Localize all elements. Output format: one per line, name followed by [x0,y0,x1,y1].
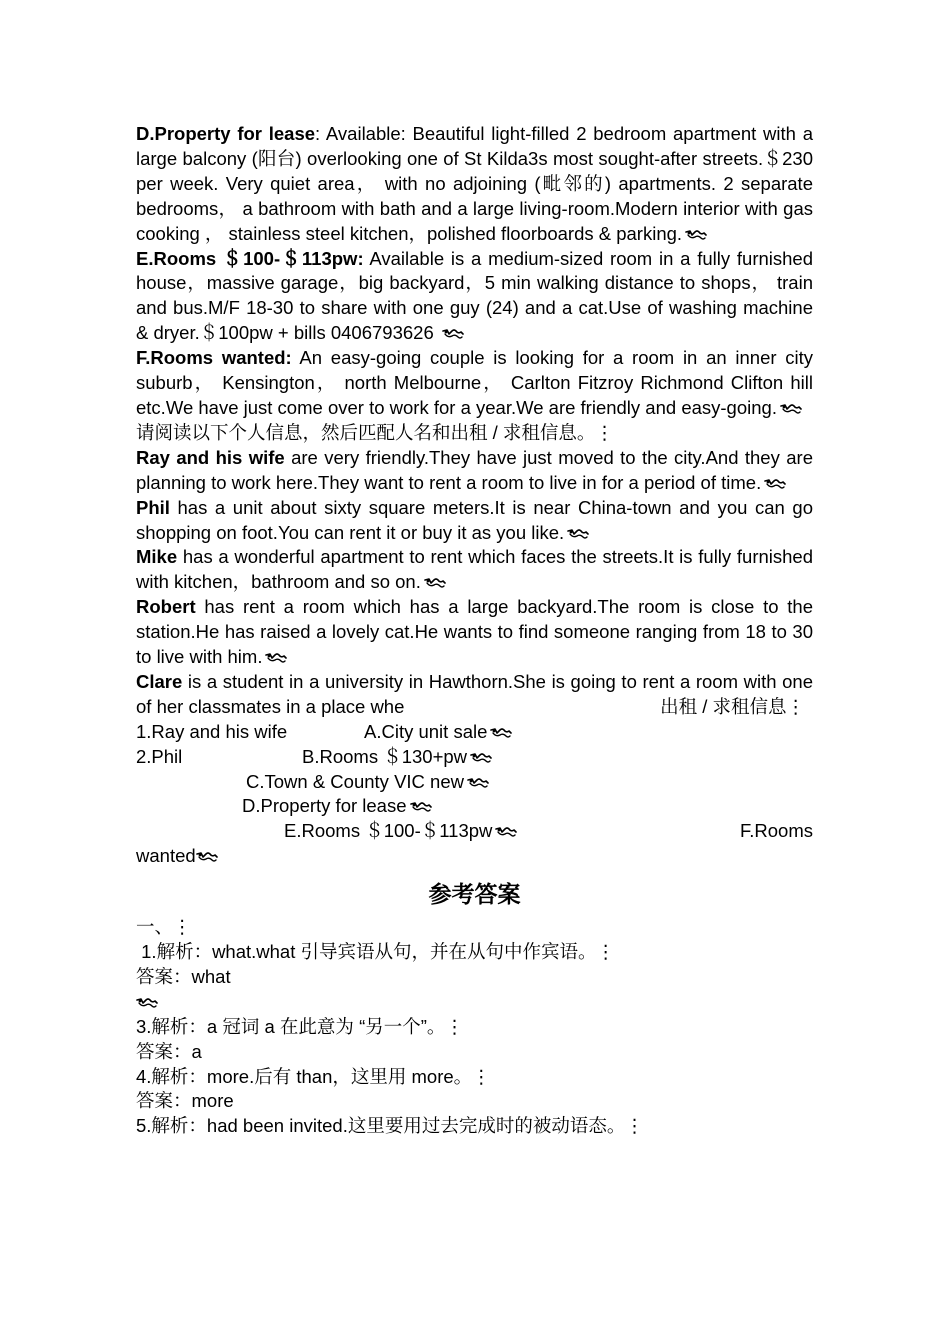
answer-3: 答案：a [136,1040,202,1062]
person-text: is a student in a university in Hawthorn.She is going to rent a room with one of her classmates in a place whe [136,670,813,717]
match-option-b: B.Rooms ＄130+pw [302,745,492,770]
match-row-6 [136,844,813,869]
person-text: has a unit about sixty square meters.It is near China-town and you can go shopping on foot.You can rent it or buy it as you like. [136,496,813,543]
paragraph-mark-icon [490,727,512,739]
person-mike [136,545,813,595]
person-name: Clare [136,670,183,692]
match-row-1 [136,720,813,745]
person-phil [136,496,813,546]
answer-5-explanation: 5.解析：had been invited.这里要用过去完成时的被动语态。⋮ [136,1115,644,1137]
answer-1-explanation: 1.解析：what.what 引导宾语从句，并在从句中作宾语。⋮ [136,941,616,962]
person-ray [136,446,813,496]
person-name: Phil [136,496,170,518]
person-name: Robert [136,596,196,618]
ad-e [136,247,813,347]
clare-right-text: 出租 / 求租信息⋮ [660,695,805,717]
answer-1: 答案：what [136,965,231,987]
paragraph-mark-icon [136,997,158,1009]
instruction: 请阅读以下个人信息，然后匹配人名和出租 / 求租信息。⋮ [136,421,614,443]
match-row-4 [136,794,813,819]
match-row-2 [136,745,813,770]
ad-e-text: Available is a medium-sized room in a fully furnished house，massive garage，big backyard，5 min walking distance to shops， train and bus.M/F 18-30 to share with one guy (24) and a cat.Use of washing machine & dryer.＄100pw + bills 0406793626 [136,247,813,344]
answer-3-explanation: 3.解析：a 冠词 a 在此意为 “另一个”。⋮ [136,1015,464,1037]
ad-e-heading: E.Rooms ＄100-＄113pw: [136,247,364,269]
paragraph-mark-icon [442,328,464,340]
person-text: has a wonderful apartment to rent which faces the streets.It is fully furnished with kitchen，bathroom and so on. [136,546,813,593]
paragraph-mark-icon [764,478,786,490]
person-text: are very friendly.They have just moved to the city.And they are planning to work here.They want to rent a room to live in for a period of time. [136,446,813,493]
paragraph-mark-icon [196,851,218,863]
person-text: has rent a room which has a large backyard.The room is close to the station.He has raised a lovely cat.He wants to find someone ranging from 18 to 30 to live with him. [136,596,813,668]
match-option-c: C.Town & County VIC new [246,770,489,795]
match-option-e: E.Rooms ＄100-＄113pw [284,819,517,844]
match-row-5 [136,819,813,844]
match-row-3 [136,770,813,795]
document-content [136,122,813,1139]
match-option-d: D.Property for lease [242,794,432,819]
ad-d-heading: D.Property for lease [136,123,316,144]
paragraph-mark-icon [780,403,802,415]
answer-4: 答案：more [136,1090,234,1112]
person-name: Ray and his wife [136,446,285,468]
empty-line [136,990,813,1015]
answers-title: 参考答案 [428,881,521,908]
ad-f-heading: F.Rooms wanted: [136,347,292,369]
paragraph-mark-icon [265,652,287,664]
paragraph-mark-icon [685,229,707,241]
match-item-1: 1.Ray and his wife [136,720,288,742]
paragraph-mark-icon [495,826,517,838]
answer-4-explanation: 4.解析：more.后有 than，这里用 more。⋮ [136,1065,491,1087]
match-option-f: F.Rooms [740,820,813,842]
ad-f [136,346,813,421]
match-option-a: A.City unit sale [364,720,512,745]
match-item-2: 2.Phil [136,745,183,767]
paragraph-mark-icon [470,752,492,764]
paragraph-mark-icon [410,801,432,813]
ad-d-text: : Available: Beautiful light-filled 2 bedroom apartment with a large balcony (阳台) overlooking one of St Kilda3s most sought-after streets.＄230 per week. Very quiet area， with no adjoining (毗邻的) apartments. 2 separate bedrooms， a bathroom with bath and a large living-room.Modern interior with gas cooking ， stainless steel kitchen，polished floorboards & parking. [136,123,813,244]
paragraph-mark-icon [424,577,446,589]
paragraph-mark-icon [567,528,589,540]
answer-section: 一、⋮ [136,916,192,938]
match-option-f-cont: wanted [136,844,218,869]
person-clare [136,670,813,720]
ad-f-text: An easy-going couple is looking for a room in an inner city suburb， Kensington， north Melbourne， Carlton Fitzroy Richmond Clifton hill etc.We have just come over to work for a year.We are friendly and easy-going. [136,347,813,418]
paragraph-mark-icon [467,777,489,789]
person-robert [136,595,813,670]
person-name: Mike [136,546,178,568]
ad-d [136,122,813,247]
